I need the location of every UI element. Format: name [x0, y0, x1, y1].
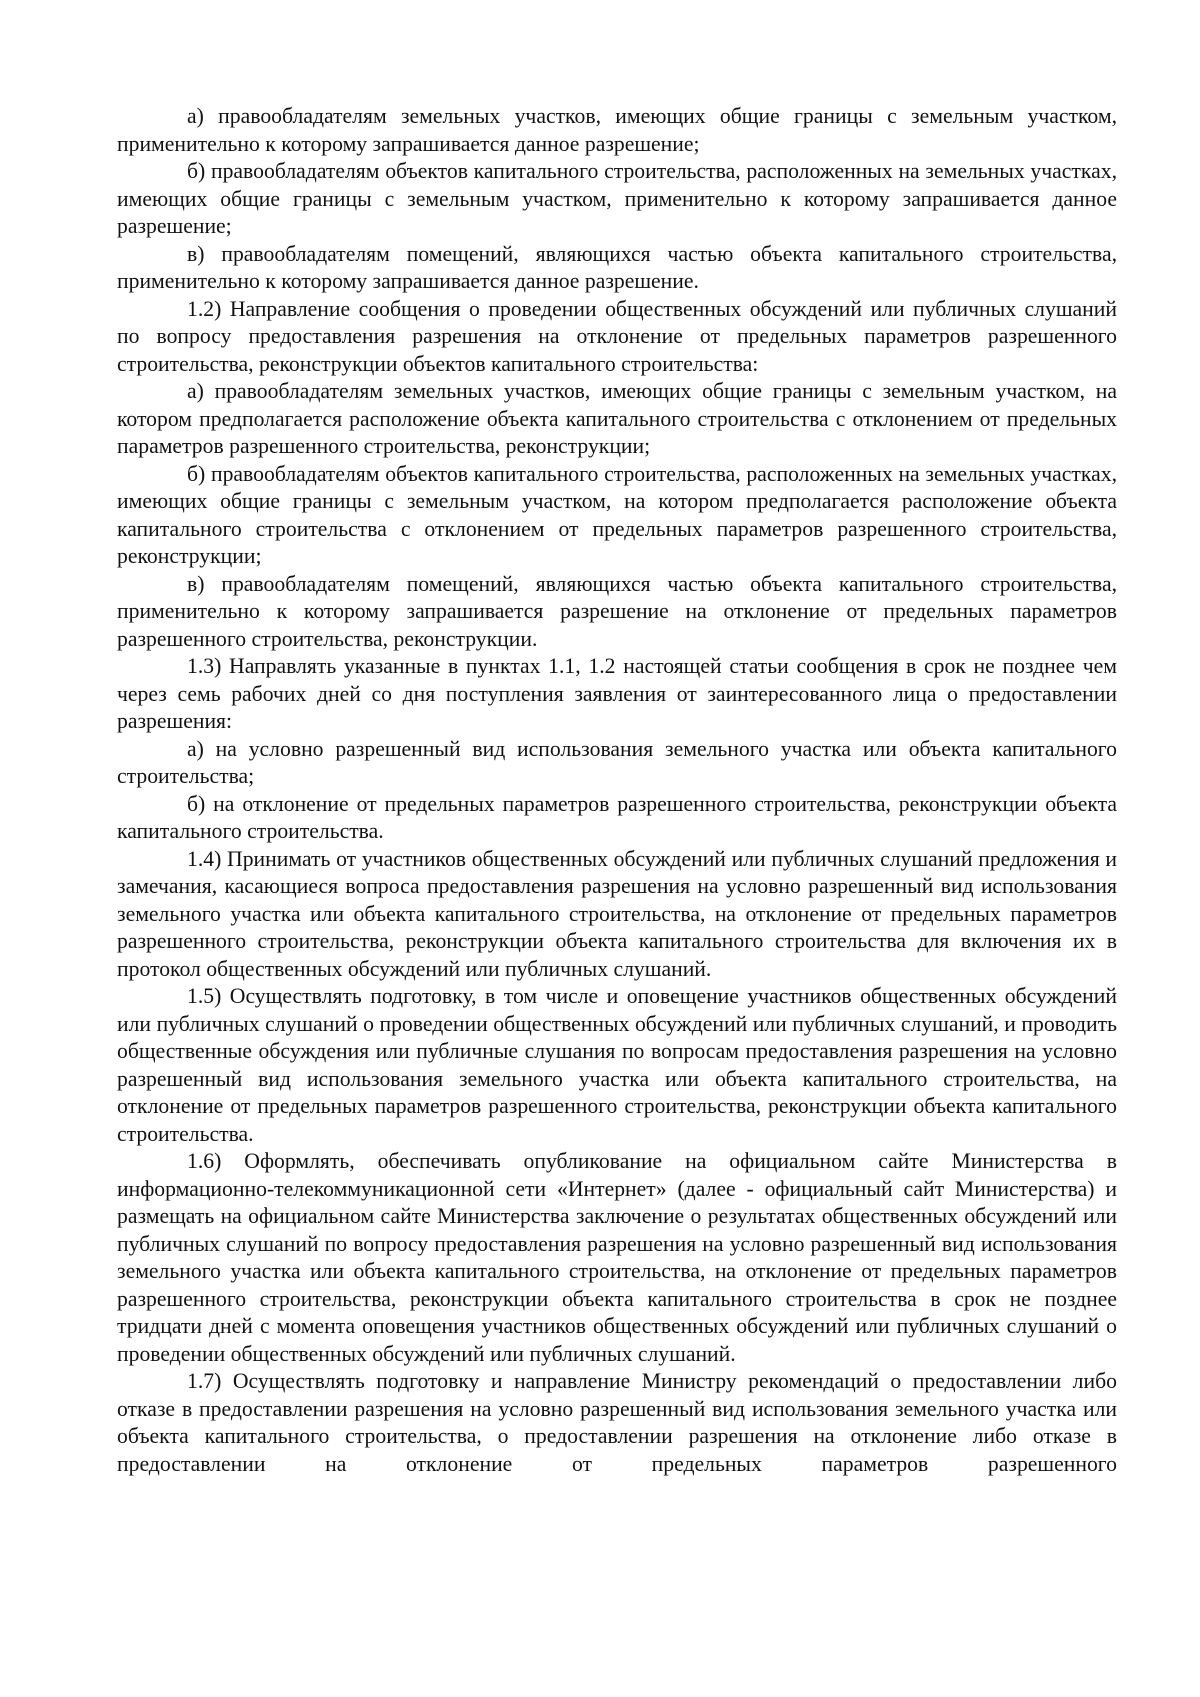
paragraph-1-5: 1.5) Осуществлять подготовку, в том числе и оповещение участников общественных обсуждений или публичных слушаний о проведении общественных обсуждений или публичных слушаний, и проводить общественные обсуждения или публичные слушания по вопросам предоставления разрешения на условно разрешенный вид использования земельного участка или объекта капитального строительства, на отклонение от предельных параметров разрешенного строительства, реконструкции объекта капитального строительства. — [117, 984, 1117, 1146]
paragraph-1-4: 1.4) Принимать от участников общественных обсуждений или публичных слушаний предложения и замечания, касающиеся вопроса предоставления разрешения на условно разрешенный вид использования земельного участка или объекта капитального строительства, на отклонение от предельных параметров разрешенного строительства, реконструкции объекта капитального строительства для включения их в протокол общественных обсуждений или публичных слушаний. — [117, 846, 1117, 981]
document-page — [117, 103, 1117, 1478]
paragraph-1-3a: а) на условно разрешенный вид использования земельного участка или объекта капитального строительства; — [117, 736, 1117, 788]
paragraph-1-7: 1.7) Осуществлять подготовку и направление Министру рекомендаций о предоставлении либо отказе в предоставлении разрешения на условно разрешенный вид использования земельного участка или объекта капитального строительства, о предоставлении разрешения на отклонение либо отказе в предоставлении на отклонение от предельных параметров разрешенного — [117, 1369, 1117, 1476]
paragraph-1-2b: б) правообладателям объектов капитального строительства, расположенных на земельных участках, имеющих общие границы с земельным участком, на котором предполагается расположение объекта капитального строительства с отклонением от предельных параметров разрешенного строительства, реконструкции; — [117, 461, 1117, 568]
paragraph-1-1a: а) правообладателям земельных участков, имеющих общие границы с земельным участком, применительно к которому запрашивается данное разрешение; — [117, 104, 1117, 156]
paragraph-1-6: 1.6) Оформлять, обеспечивать опубликование на официальном сайте Министерства в информационно-телекоммуникационной сети «Интернет» (далее - официальный сайт Министерства) и размещать на официальном сайте Министерства заключение о результатах общественных обсуждений или публичных слушаний по вопросу предоставления разрешения на условно разрешенный вид использования земельного участка или объекта капитального строительства, на отклонение от предельных параметров разрешенного строительства, реконструкции объекта капитального строительства в срок не позднее тридцати дней с момента оповещения участников общественных обсуждений или публичных слушаний о проведении общественных обсуждений или публичных слушаний. — [117, 1149, 1117, 1366]
paragraph-1-3b: б) на отклонение от предельных параметров разрешенного строительства, реконструкции объекта капитального строительства. — [117, 791, 1117, 843]
paragraph-1-1c: в) правообладателям помещений, являющихся частью объекта капитального строительства, применительно к которому запрашивается данное разрешение. — [117, 241, 1117, 293]
paragraph-1-2a: а) правообладателям земельных участков, имеющих общие границы с земельным участком, на котором предполагается расположение объекта капитального строительства с отклонением от предельных параметров разрешенного строительства, реконструкции; — [117, 379, 1117, 458]
paragraph-1-2: 1.2) Направление сообщения о проведении общественных обсуждений или публичных слушаний по вопросу предоставления разрешения на отклонение от предельных параметров разрешенного строительства, реконструкции объектов капитального строительства: — [117, 296, 1117, 376]
paragraph-1-2c: в) правообладателям помещений, являющихся частью объекта капитального строительства, применительно к которому запрашивается разрешение на отклонение от предельных параметров разрешенного строительства, реконструкции. — [117, 571, 1117, 651]
paragraph-1-3: 1.3) Направлять указанные в пунктах 1.1, 1.2 настоящей статьи сообщения в срок не позднее чем через семь рабочих дней со дня поступления заявления от заинтересованного лица о предоставлении разрешения: — [117, 654, 1117, 733]
paragraph-1-1b: б) правообладателям объектов капитального строительства, расположенных на земельных участках, имеющих общие границы с земельным участком, применительно к которому запрашивается данное разрешение; — [117, 159, 1117, 238]
